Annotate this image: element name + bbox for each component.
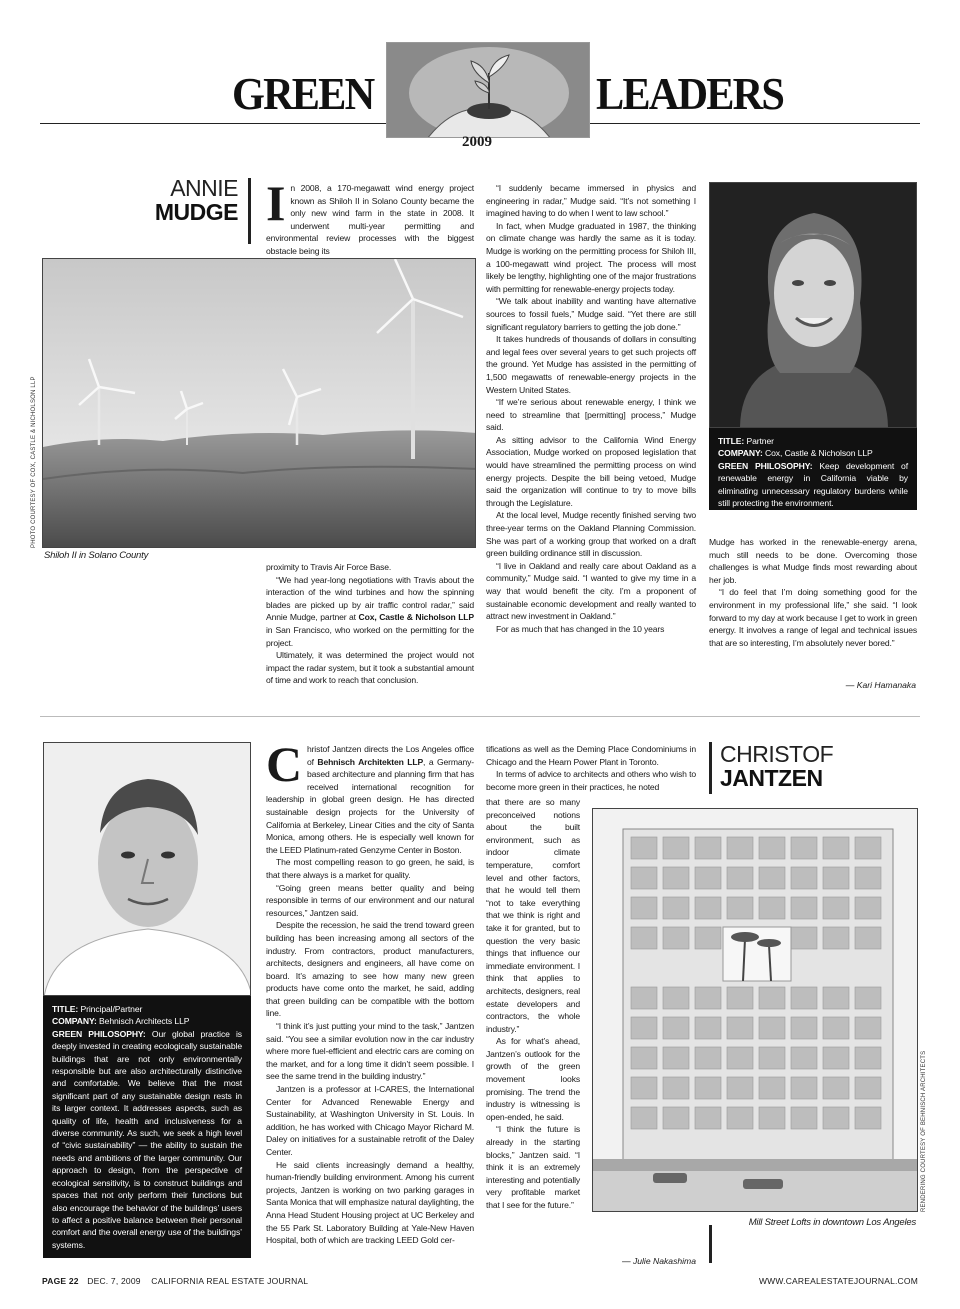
mudge-col2-p2: “We talk about inability and wanting have alternative sources to fossil fuels,” Mudge said. “Yet there are still significant regulatory barriers to getting the job done.” [486, 296, 696, 332]
jantzen-col1-p3: “I think it’s just putting your mind to the task,” Jantzen said. “You see a similar evolution now in the car industry where more fuel-efficient and electric cars are coming on the market, and for a long time it didn’t seem possible. I see the same trend in the building industry.” [266, 1021, 474, 1082]
mudge-name-bar [248, 178, 251, 244]
masthead-green: GREEN [232, 68, 374, 119]
jantzen-name-block [720, 742, 833, 790]
hands-seedling-icon [387, 43, 590, 138]
mudge-title-label: TITLE: [718, 436, 745, 446]
jantzen-col2-p1: In terms of advice to architects and others who wish to become more green in their practices, he noted [486, 769, 696, 792]
mudge-philosophy-value: Keep development of renewable energy in California viable by eliminating unnecessary regulatory burdens while still protecting the environment. [718, 460, 909, 509]
jantzen-title-label: TITLE: [52, 1004, 79, 1014]
jantzen-col2-p0: tifications as well as the Deming Place Condominiums in Chicago and the Hearn Power Plant in Toronto. [486, 744, 696, 767]
jantzen-company-value: Behnisch Architects LLP [99, 1016, 190, 1027]
mudge-col2-p8: For as much that has changed in the 10 years [496, 623, 665, 634]
mudge-col3-p0: Mudge has worked in the renewable-energy arena, much still needs to be done. Overcoming those challenges is what Mudge finds most rewarding about her job. [709, 537, 917, 585]
jantzen-info-box [43, 996, 251, 1258]
wind-farm-photo [42, 258, 476, 548]
building-rendering-image [593, 809, 918, 1212]
jantzen-name-bar [709, 742, 712, 794]
jantzen-col2-narrow [486, 796, 580, 1212]
jantzen-lead-paragraph: Christof Jantzen directs the Los Angeles office of Behnisch Architekten LLP, a Germany-based architecture and planning firm that has received international recognition for leadership in global green design. He has directed sustainable design projects for the University of California at Berkeley, Linear Cities and the city of Santa Monica, among others. He is especially well known for the LEED Platinum-rated Genzyme Center in Boston. [266, 736, 474, 855]
mudge-col2-p4: “If we’re serious about renewable energy, I think we need to streamline that [permitting] process,” Mudge said. [486, 397, 696, 433]
jantzen-col1-p4: Jantzen is a professor at I-CARES, the International Center for Advanced Renewable Energy and Sustainability, at Washington University in St. Louis. In addition, he has worked with Chicago Mayor Richard M. Daley on initiatives for a sustainable retrofit of the Daley Center. [266, 1084, 474, 1157]
jantzen-title-value: Principal/Partner [80, 1004, 143, 1014]
mudge-col2-p0: “I suddenly became immersed in physics and engineering in radar,” Mudge said. “It’s not something I imagined having to do when I went to law school.” [486, 183, 696, 219]
masthead-logo [386, 42, 590, 138]
masthead-leaders: LEADERS [596, 68, 784, 119]
mudge-col2-p7: “I live in Oakland and really care about Oakland as a community,” Mudge said. “I wanted to give my time in a way that would benefit the city. I’m a proponent of sustainable economic development and really wanted to attract new investment in Oakland.” [486, 560, 696, 622]
mudge-name-block [130, 176, 238, 224]
rendering-credit: RENDERING COURTESY OF BEHNISCH ARCHITECTS [921, 1050, 927, 1212]
mudge-first-name: ANNIE [170, 175, 238, 201]
jantzen-col1 [266, 736, 474, 1247]
footer-url[interactable]: WWW.CAREALESTATEJOURNAL.COM [758, 1276, 918, 1286]
mudge-col2-p5: As sitting advisor to the California Wind Energy Association, Mudge worked on proposed legislation that would have streamlined the permitting process on wind energy projects. Despite the bill being vetoed, Mudge said the organization will continue to try to move bills through the Legislature. [486, 434, 696, 508]
jantzen-col1-p0: The most compelling reason to go green, he said, is that there always is a market for quality. [266, 857, 474, 880]
wind-farm-photo-credit: PHOTO COURTESY OF COX, CASTLE & NICHOLSON LLP [31, 376, 37, 548]
jantzen-firm-name: Behnisch Architekten LLP [317, 756, 424, 767]
mudge-col1-p1: proximity to Travis Air Force Base. [266, 562, 392, 572]
jantzen-col2-top [486, 743, 696, 793]
mudge-firm-name: Cox, Castle & Nicholson LLP [358, 612, 474, 623]
jantzen-philosophy-value: Our global practice is deeply invested in creating ecologically sustainable buildings that are not only environmentally responsible but are also architecturally distinctive and comfortable. We believe that the most significant part of any sustainable design rests in its larger context. It addresses aspects, such as quality of life, health and inclusiveness for a diverse community. As such, we seek a high level of “civic sustainability” — the ability to sustain the needs and ambitions of the larger community. Our approach to design, from the perspective of ecological sensitivity, is to construct buildings and spaces that not only perform their functions but also encourage the behavior of the buildings’ users to affect a positive balance between their personal comfort and the overall energy use of the buildings’ systems. [52, 1028, 242, 1250]
mudge-lead-paragraph [266, 175, 474, 258]
mudge-col3 [709, 536, 917, 649]
jantzen-company-label: COMPANY: [52, 1016, 97, 1027]
jantzen-portrait [43, 742, 251, 996]
mudge-dropcap: I [266, 175, 286, 231]
footer-publication: CALIFORNIA REAL ESTATE JOURNAL [151, 1276, 309, 1286]
jantzen-byline: — Julie Nakashima [621, 1256, 696, 1266]
mudge-title-value: Partner [746, 436, 774, 446]
mudge-byline: — Kari Hamanaka [845, 680, 916, 690]
footer-date: DEC. 7, 2009 [87, 1276, 141, 1286]
mudge-last-name: MUDGE [154, 199, 238, 225]
mudge-lead-text: n 2008, a 170-megawatt wind energy project known as Shiloh II in Solano County became the only new wind farm in the state in 2008. It underwent multi-year permitting and environmental review processes with the biggest obstacle being its [266, 183, 474, 256]
jantzen-philosophy-label: GREEN PHILOSOPHY: [52, 1028, 146, 1039]
mudge-col2-p3: It takes hundreds of thousands of dollars in consulting and legal fees over several years to get such projects off the ground. Yet Mudge has assisted in the permitting of 1,500 megawatts of renewable-energy projects in the Western United States. [486, 334, 696, 395]
mudge-portrait [709, 182, 917, 428]
jantzen-first-name: CHRISTOF [720, 741, 834, 767]
jantzen-col1-p1: “Going green means better quality and being responsible in terms of our environment and our natural resources,” Jantzen said. [266, 882, 474, 918]
jantzen-dropcap: C [266, 736, 302, 792]
jantzen-col2n-p1: As for what’s ahead, Jantzen’s outlook for the growth of the green movement looks promising. The trend the industry is witnessing is open-ended, he said. [486, 1036, 580, 1122]
mudge-company-value: Cox, Castle & Nicholson LLP [765, 448, 873, 459]
mudge-col2-p6: At the local level, Mudge recently finished serving two three-year terms on the Oakland Planning Commission. She was part of a working group that worked on a draft green building ordinance still in discussion. [486, 510, 696, 559]
mudge-col1-continued [266, 561, 474, 687]
mudge-col2 [486, 182, 696, 635]
mill-street-rendering [592, 808, 918, 1212]
rendering-caption: Mill Street Lofts in downtown Los Angeles [748, 1217, 916, 1228]
jantzen-col2n-p2: “I think the future is already in the starting blocks,” Jantzen said. “I think it is an extremely interesting and potentially very profitable market that I see for the future.” [486, 1124, 580, 1210]
jantzen-col1-p5: He said clients increasingly demand a healthy, human-friendly building environment. Among his current projects, Jantzen is working on two parking garages in Santa Monica that will emphasize natural daylighting, the Anna Head Student Housing project at UC Berkeley and the 55 Park St. Laboratory Building at Yale-New Haven Hospital, both of which are tracking LEED Gold cer- [266, 1159, 474, 1246]
mudge-info-box [709, 428, 917, 510]
jantzen-byline-bar [709, 1225, 712, 1263]
wind-farm-photo-caption: Shiloh II in Solano County [44, 550, 149, 561]
footer-left [42, 1276, 308, 1286]
footer-page-number: PAGE 22 [42, 1276, 79, 1286]
jantzen-col1-p2: Despite the recession, he said the trend toward green building has been increasing among all sectors of the industry. From contractors, product manufacturers, architects, designers and engineers, all have come on board. It’s amazing to see how many new green products have come onto the market, he said, adding that green building can be compatible with the bottom line. [266, 920, 474, 1019]
jantzen-last-name: JANTZEN [720, 765, 823, 791]
masthead-year: 2009 [462, 134, 492, 150]
mudge-col1-p2: “We had year-long negotiations with Travis about the interaction of the wind turbines and how the spinning blades are picked up by air traffic control radar,” said Annie Mudge, partner at Cox, Castle & Nicholson LLP in San Francisco, who worked on the permitting for the project. [266, 574, 474, 648]
wind-turbines-image [43, 259, 476, 548]
mudge-col2-p1: In fact, when Mudge graduated in 1987, the thinking on climate change was hardly the same as it is today. Mudge is working on the permitting process for Shiloh III, a 100-megawatt wind project. The process will most likely be lengthy, highlighting one of the major frustrations with permitting for renewable-energy projects today. [486, 220, 696, 294]
mudge-philosophy-label: GREEN PHILOSOPHY: [718, 460, 813, 471]
mudge-col1-p3: Ultimately, it was determined the project would not impact the radar system, but it took a substantial amount of time and work to reach that conclusion. [266, 650, 474, 686]
jantzen-col2n-p0: that there are so many preconceived notions about the built environment, such as indoor climate temperature, comfort level and other factors, that he would tell them “not to take everything that we think is right and take it for granted, but to question the very basic things that influence our immediate environment. I think that applies to architects, designers, real estate developers and contractors, the whole industry.” [486, 797, 580, 1034]
section-divider [40, 716, 920, 717]
mudge-col3-p1: “I do feel that I’m doing something good for the environment in my professional life,” she said. “I look forward to my day at work because I get to work in green energy. It involves a range of legal and technical issues that are so interesting, I’m absolutely never bored.” [709, 587, 917, 648]
jantzen-portrait-image [44, 743, 251, 996]
mudge-company-label: COMPANY: [718, 448, 763, 459]
mudge-portrait-image [710, 183, 917, 428]
